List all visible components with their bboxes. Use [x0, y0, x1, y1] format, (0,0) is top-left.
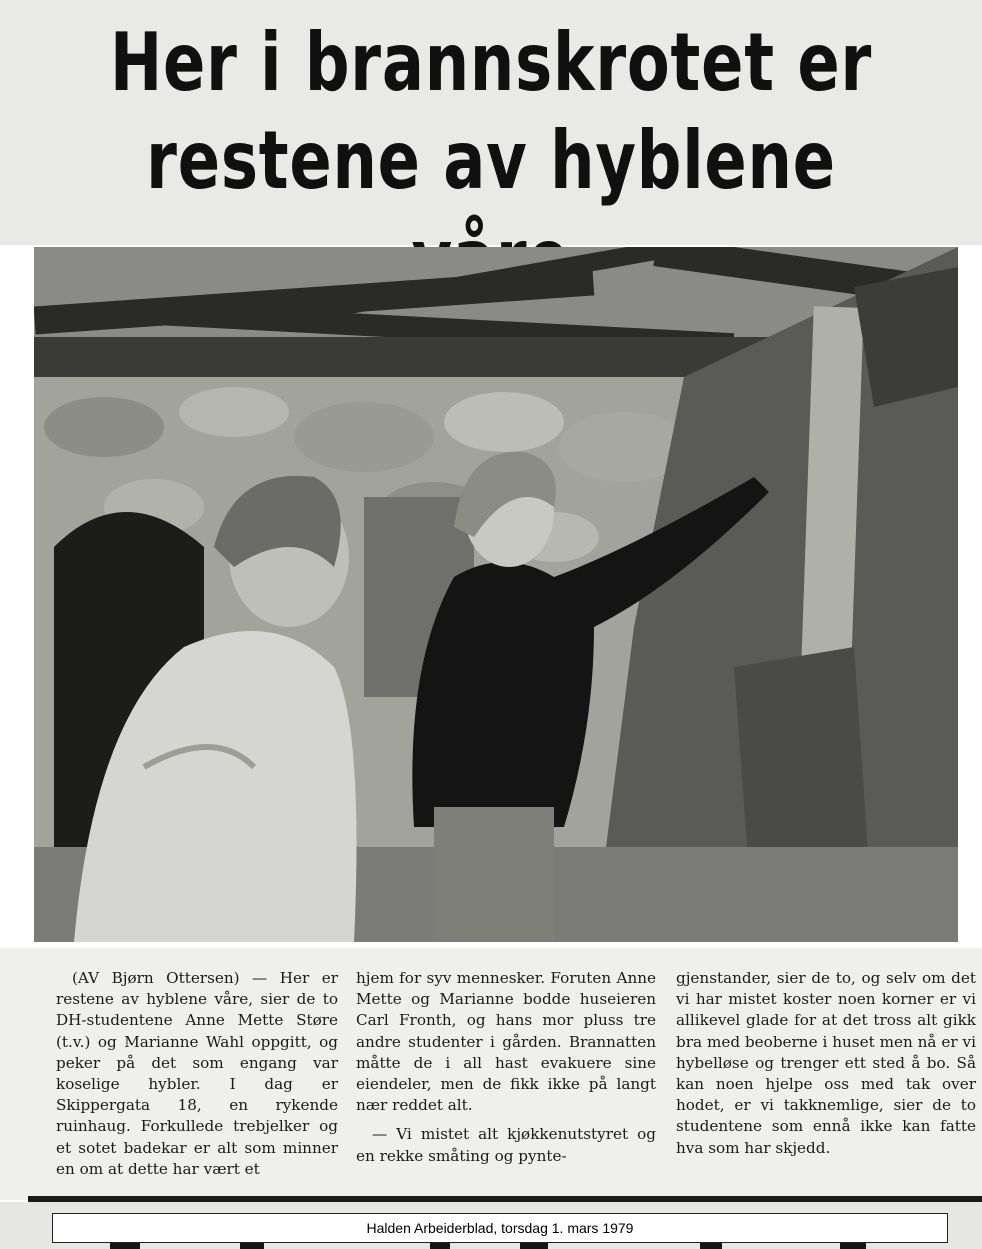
article-column-2 [356, 968, 656, 1167]
headline-area [0, 0, 982, 245]
headline-line-2: restene av hyblene [146, 114, 836, 207]
article-column-3 [676, 968, 976, 1159]
photo-illustration [34, 247, 958, 942]
cut-off-next-headline [0, 1243, 982, 1249]
article-column-1 [56, 968, 338, 1180]
paragraph: gjenstander, sier de to, og selv om det vi har mistet koster noen korner er vi allikevel glade for at det tross alt gikk bra med beoberne i huset men nå er vi hybelløse og trenger ett sted å bo. Så kan noen hjelpe oss med tak over hodet, er vi takknemlige, sier de to studentene som ennå ikke kan fatte hva som har skjedd. [676, 969, 976, 1157]
news-photo [34, 247, 958, 942]
source-caption: Halden Arbeiderblad, torsdag 1. mars 1979 [52, 1213, 948, 1243]
paragraph: — Vi mistet alt kjøkkenutstyret og en rekke småting og pynte- [356, 1125, 656, 1165]
paragraph: hjem for syv mennesker. Foruten Anne Mette og Marianne bodde huseieren Carl Fronth, og hans mor pluss tre andre studenter i gården. Brannatten måtte de i all hast evakuere sine eiendeler, men de fikk ikke på langt nær reddet alt. [356, 969, 656, 1115]
headline-line-1: Her i brannskrotet er [109, 16, 873, 109]
article-body [0, 948, 982, 1200]
paragraph: (AV Bjørn Ottersen) — Her er restene av hyblene våre, sier de to DH-studentene Anne Mette Støre (t.v.) og Marianne Wahl oppgitt, og peker på det som engang var koselige hybler. I dag er Skippergata 18, en rykende ruinhaug. Forkullede trebjelker og et sotet badekar er alt som minner en om at dette har vært et [56, 969, 338, 1178]
